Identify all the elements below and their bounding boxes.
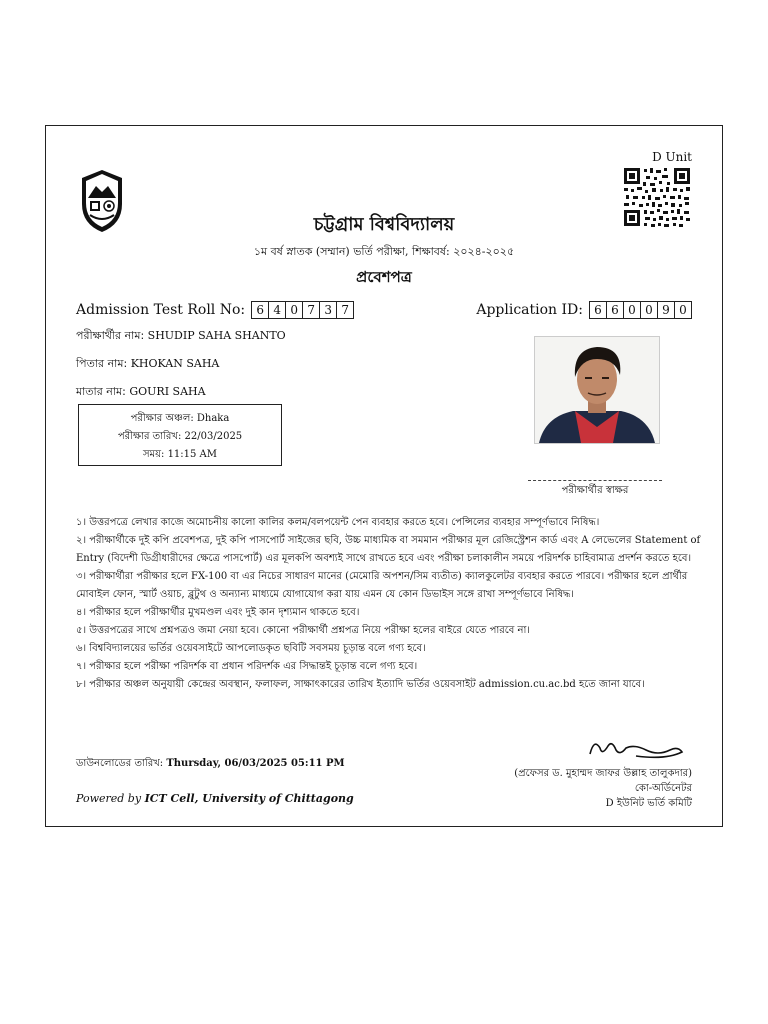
roll-label: Admission Test Roll No: [76, 302, 246, 318]
application-digit: 0 [679, 303, 687, 317]
application-id-row [476, 301, 692, 319]
application-digit: 0 [641, 302, 658, 318]
application-digit: 0 [624, 302, 641, 318]
father-name-field [76, 355, 219, 374]
download-date [76, 756, 345, 773]
signature-line [528, 480, 662, 481]
roll-digits [251, 301, 354, 319]
powered-by [76, 792, 354, 805]
mother-name: GOURI SAHA [129, 385, 206, 398]
exam-zone-label: পরীক্ষার অঞ্চল: [130, 413, 194, 424]
authority-committee: D ইউনিট ভর্তি কমিটি [605, 798, 692, 809]
roll-number-row [76, 301, 354, 319]
father-name: KHOKAN SAHA [130, 357, 220, 370]
admit-card-title: প্রবেশপত্র [356, 268, 412, 286]
university-name: চট্টগ্রাম বিশ্ববিদ্যালয় [313, 214, 455, 235]
roll-digit: 7 [341, 303, 349, 317]
exam-time: 11:15 AM [167, 449, 218, 460]
instruction-item: ২। পরীক্ষার্থীকে দুই কপি প্রবেশপত্র, দুই কপি পাসপোর্ট সাইজের ছবি, উচ্চ মাধ্যমিক বা সমমান পরীক্ষার মূল রেজিস্ট্রেশন কার্ড এবং A লেভেলের Statement of Entry (বিদেশী ডিগ্রীধারীদের ক্ষেত্রে পাসপোর্ট) এর মূলকপি অবশ্যই সাথে রাখতে হবে এবং পরীক্ষা চলাকালীন সময়ে পরিদর্শক চাহিবামাত্র প্রদর্শন করতে হবে। [76, 535, 701, 564]
exam-time-label: সময়: [142, 449, 165, 460]
mother-name-label: মাতার নাম: [76, 385, 126, 398]
exam-date: 22/03/2025 [184, 431, 243, 442]
mother-name-field [76, 383, 206, 402]
download-date-value: Thursday, 06/03/2025 05:11 PM [166, 758, 345, 769]
candidate-photo-icon [535, 337, 659, 443]
candidate-signature-label: পরীক্ষার্থীর স্বাক্ষর [561, 485, 629, 496]
application-digit: 6 [590, 302, 607, 318]
instruction-item: ১। উত্তরপত্রে লেখার কাজে অমোচনীয় কালো কালির কলম/বলপয়েন্ট পেন ব্যবহার করতে হবে। পেন্সিলের ব্যবহার সম্পূর্ণভাবে নিষিদ্ধ। [76, 517, 600, 528]
roll-digit: 7 [303, 302, 320, 318]
admit-card [45, 125, 723, 827]
candidate-name-field [76, 327, 286, 346]
roll-digit: 4 [269, 302, 286, 318]
exam-zone: Dhaka [196, 413, 230, 424]
application-digit: 9 [658, 302, 675, 318]
instruction-item: ৮। পরীক্ষার অঞ্চল অনুযায়ী কেন্দ্রের অবস্থান, ফলাফল, সাক্ষাৎকারের তারিখ ইত্যাদি ভর্তির ওয়েবসাইট admission.cu.ac.bd হতে জানা যাবে। [76, 679, 645, 690]
roll-digit: 0 [286, 302, 303, 318]
roll-digit: 6 [252, 302, 269, 318]
unit-label: D Unit [652, 150, 692, 164]
candidate-photo [534, 336, 660, 444]
instructions-list [76, 514, 701, 694]
application-label: Application ID: [476, 302, 583, 318]
authority-signature-icon [586, 734, 686, 764]
exam-info-box [78, 404, 282, 466]
authority-name: (প্রফেসর ড. মুহাম্মদ জাফর উল্লাহ তালুকদার) [514, 768, 692, 779]
authority-block [514, 766, 692, 811]
exam-session-line: ১ম বর্ষ স্নাতক (সম্মান) ভর্তি পরীক্ষা, শিক্ষাবর্ষ: ২০২৪-২০২৫ [253, 245, 515, 258]
instruction-item: ৪। পরীক্ষার হলে পরীক্ষার্থীর মুখমণ্ডল এবং দুই কান দৃশ্যমান থাকতে হবে। [76, 607, 360, 618]
candidate-name-label: পরীক্ষার্থীর নাম: [76, 329, 145, 342]
instruction-item: ৩। পরীক্ষার্থীরা পরীক্ষার হলে FX-100 বা এর নিচের সাধারণ মানের (মেমোরি অপশন/সিম ব্যতীত) ক্যালকুলেটর ব্যবহার করতে পারবে। পরীক্ষার হলে প্রার্থীর মোবাইল ফোন, স্মার্ট ওয়াচ, ব্লুটুথ ও অন্যান্য মাধ্যমে যোগাযোগ করা যায় এমন যে কোন ডিভাইস সঙ্গে রাখা সম্পূর্ণভাবে নিষিদ্ধ। [76, 571, 688, 600]
application-digit: 6 [607, 302, 624, 318]
exam-zone-row [79, 410, 281, 428]
instruction-item: ৬। বিশ্ববিদ্যালয়ের ভর্তির ওয়েবসাইটে আপলোডকৃত ছবিটি সবসময় চূড়ান্ত বলে গণ্য হবে। [76, 643, 426, 654]
candidate-name: SHUDIP SAHA SHANTO [147, 329, 286, 342]
father-name-label: পিতার নাম: [76, 357, 128, 370]
powered-by-prefix: Powered by [76, 792, 142, 805]
exam-date-row [79, 428, 281, 446]
exam-date-label: পরীক্ষার তারিখ: [117, 431, 182, 442]
instruction-item: ৭। পরীক্ষার হলে পরীক্ষা পরিদর্শক বা প্রধান পরিদর্শক এর সিদ্ধান্তই চূড়ান্ত বলে গণ্য হবে। [76, 661, 418, 672]
authority-role: কো-অর্ডিনেটর [634, 783, 692, 794]
roll-digit: 3 [320, 302, 337, 318]
exam-time-row [79, 446, 281, 464]
powered-by-org: ICT Cell, University of Chittagong [144, 792, 354, 805]
instruction-item: ৫। উত্তরপত্রের সাথে প্রশ্নপত্রও জমা নেয়া হবে। কোনো পরীক্ষার্থী প্রশ্নপত্র নিয়ে পরীক্ষা হলের বাইরে যেতে পারবে না। [76, 625, 530, 636]
download-date-label: ডাউনলোডের তারিখ: [76, 758, 164, 769]
application-digits [589, 301, 692, 319]
